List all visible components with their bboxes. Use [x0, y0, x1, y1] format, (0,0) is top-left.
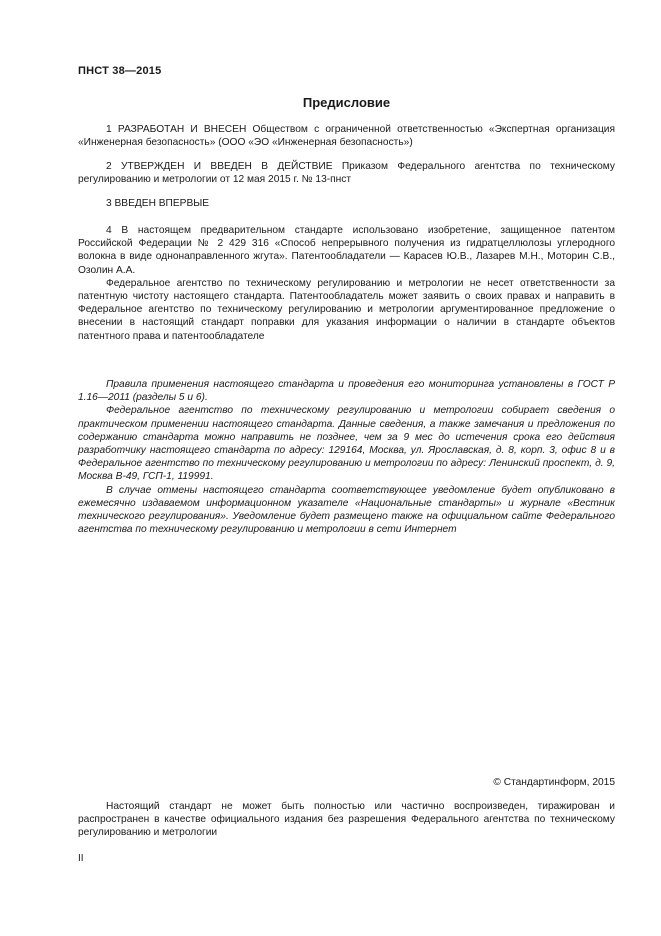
reproduction-notice: Настоящий стандарт не может быть полностью или частично воспроизведен, тиражирован и распространен в качестве официального издания без разрешения Федерального агентства по техническому регулированию и метрологии	[78, 801, 615, 839]
copyright: © Стандартинформ, 2015	[493, 777, 615, 788]
page-number: II	[78, 853, 84, 864]
item-1: 1 РАЗРАБОТАН И ВНЕСЕН Обществом с ограниченной ответственностью «Экспертная организация «Инженерная безопасность» (ООО «ЭО «Инженерная безопасность»)	[78, 124, 615, 149]
notice-feedback: Федеральное агентство по техническому регулированию и метрологии собирает сведения о практическом применении настоящего стандарта. Данные сведения, а также замечания и предложения по содержанию стандарта можно направить не позднее, чем за 9 мес до истечения срока его действия разработчику настоящего стандарта по адресу: 129164, Москва, ул. Ярославская, д. 8, корп. 3, офис 8 и в Федеральное агентство по техническому регулированию и метрологии по адресу: Ленинский проспект, д. 9, Москва В-49, ГСП-1, 119991.	[78, 405, 615, 483]
patent-disclaimer: Федеральное агентство по техническому регулированию и метрологии не несет ответственности за патентную чистоту настоящего стандарта. Патентообладатель может заявить о своих правах и направить в Федеральное агентство по техническому регулированию и метрологии аргументированное предложение о внесении в настоящий стандарт поправки для указания информации о наличии в стандарте объектов патентного права и патентообладателе	[78, 277, 615, 342]
notice-monitoring: Правила применения настоящего стандарта и проведения его мониторинга установлены в ГОСТ Р 1.16—2011 (разделы 5 и 6).	[78, 379, 615, 404]
item-2: 2 УТВЕРЖДЕН И ВВЕДЕН В ДЕЙСТВИЕ Приказом Федерального агентства по техническому регулированию и метрологии от 12 мая 2015 г. № 13-пнст	[78, 161, 615, 186]
item-1-block	[78, 123, 615, 149]
item-3-block	[78, 197, 615, 210]
item-4: 4 В настоящем предварительном стандарте использовано изобретение, защищенное патентом Российской Федерации № 2 429 316 «Способ непрерывного получения из гидратцеллюлозы углеродного волокна в виде однонаправленного жгута». Патентообладатели — Карасев Ю.В., Лазарев М.Н., Моторин С.В., Озолин А.А.	[78, 225, 615, 276]
notice-cancellation: В случае отмены настоящего стандарта соответствующее уведомление будет опубликовано в ежемесячно издаваемом информационном указателе «Национальные стандарты» и журнале «Вестник технического регулирования». Уведомление будет размещено также на официальном сайте Федерального агентства по техническому регулированию и метрологии в сети Интернет	[78, 484, 615, 536]
item-4-block	[78, 224, 615, 343]
item-3: 3 ВВЕДЕН ВПЕРВЫЕ	[106, 198, 210, 209]
page-title: Предисловие	[302, 95, 391, 110]
standard-code: ПНСТ 38—2015	[78, 65, 162, 77]
notice-block	[78, 378, 615, 536]
reproduction-block	[78, 800, 615, 840]
item-2-block	[78, 160, 615, 186]
